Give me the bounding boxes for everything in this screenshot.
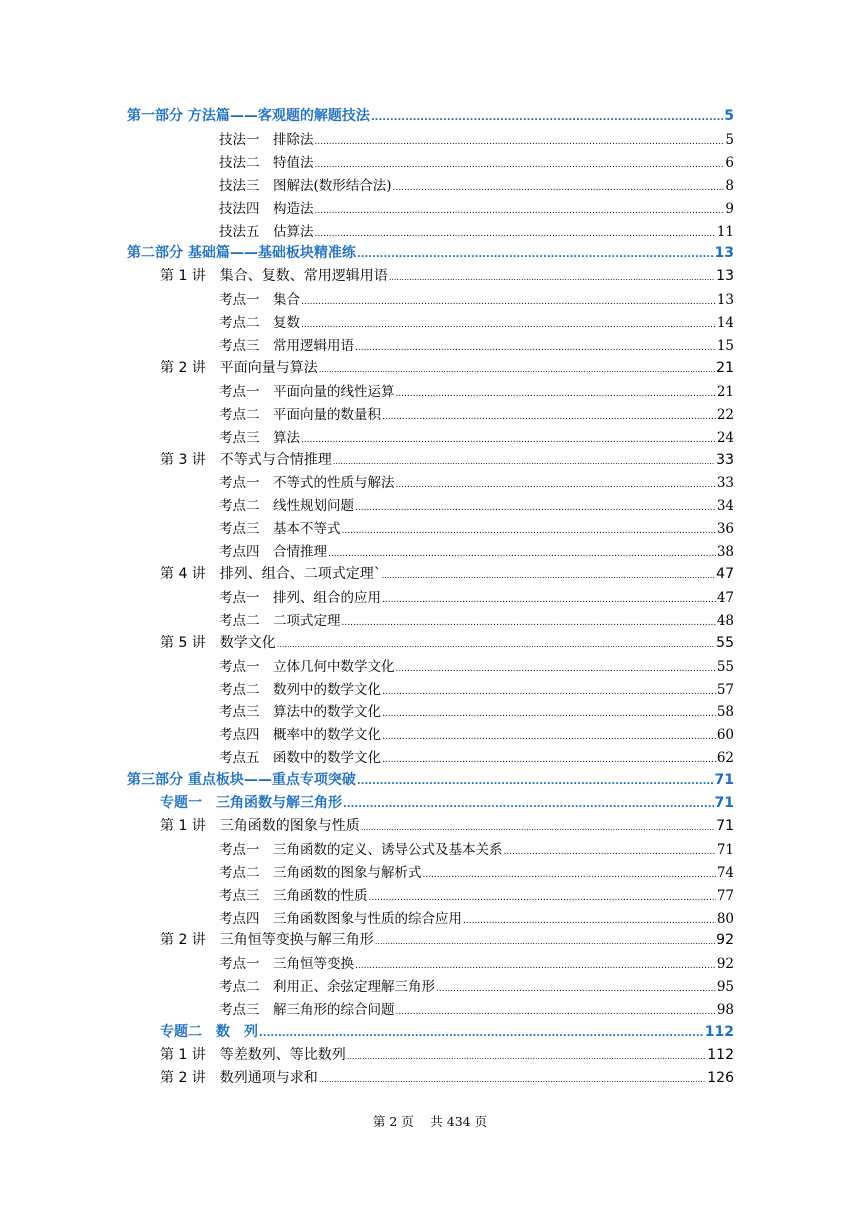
- toc-entry-lecture[interactable]: [160, 265, 734, 285]
- dot-leader: [389, 273, 715, 282]
- toc-entry-point[interactable]: [219, 838, 734, 858]
- toc-entry-page: 58: [716, 704, 734, 721]
- toc-entry-title: 考点五 函数中的数学文化: [219, 750, 381, 767]
- toc-entry-point[interactable]: [219, 700, 734, 720]
- dot-leader: [301, 435, 716, 445]
- dot-leader: [382, 687, 716, 697]
- toc-entry-page: 71: [716, 817, 734, 834]
- toc-entry-title: 技法二 特值法: [219, 154, 314, 171]
- dot-leader: [423, 870, 716, 880]
- toc-entry-part[interactable]: [127, 242, 734, 262]
- dot-leader: [315, 206, 725, 216]
- dot-leader: [301, 297, 716, 307]
- toc-entry-lecture[interactable]: [160, 632, 734, 652]
- dot-leader: [396, 480, 716, 490]
- dot-leader: [343, 799, 714, 810]
- toc-entry-page: 71: [714, 772, 734, 789]
- toc-entry-page: 36: [716, 521, 734, 538]
- toc-entry-page: 8: [725, 177, 734, 194]
- toc-entry-title: 考点二 三角函数的图象与解析式: [219, 864, 422, 881]
- dot-leader: [357, 776, 714, 787]
- dot-leader: [355, 503, 716, 513]
- toc-entry-point[interactable]: [219, 174, 734, 194]
- toc-entry-topic[interactable]: [160, 1021, 734, 1041]
- toc-entry-title: 考点三 常用逻辑用语: [219, 338, 354, 354]
- dot-leader: [382, 709, 716, 719]
- toc-entry-lecture[interactable]: [160, 357, 734, 377]
- toc-entry-title: 第一部分 方法篇——客观题的解题技法: [127, 108, 370, 124]
- toc-entry-page: 60: [716, 727, 734, 744]
- toc-entry-point[interactable]: [219, 975, 734, 995]
- toc-entry-page: 80: [716, 910, 734, 927]
- toc-entry-point[interactable]: [219, 334, 734, 354]
- toc-entry-point[interactable]: [219, 861, 734, 881]
- dot-leader: [315, 160, 725, 170]
- dot-leader: [463, 916, 716, 926]
- dot-leader: [382, 412, 716, 422]
- dot-leader: [319, 365, 715, 374]
- dot-leader: [382, 571, 715, 580]
- toc-entry-point[interactable]: [219, 128, 734, 148]
- toc-entry-point[interactable]: [219, 151, 734, 171]
- toc-entry-title: 考点三 算法: [219, 429, 300, 446]
- toc-entry-lecture[interactable]: [160, 563, 734, 583]
- toc-entry-page: 98: [716, 1002, 734, 1019]
- toc-entry-page: 92: [716, 932, 734, 949]
- dot-leader: [355, 961, 716, 971]
- toc-entry-point[interactable]: [219, 403, 734, 423]
- toc-entry-point[interactable]: [219, 380, 734, 400]
- toc-entry-title: 第 3 讲 不等式与合情推理: [160, 451, 332, 468]
- toc-entry-title: 考点二 线性规划问题: [219, 498, 354, 515]
- toc-entry-title: 第 1 讲 三角函数的图象与性质: [160, 817, 360, 834]
- toc-entry-title: 考点四 概率中的数学文化: [219, 727, 381, 744]
- dot-leader: [375, 937, 715, 946]
- toc-entry-title: 第 5 讲 数学文化: [160, 634, 276, 651]
- toc-entry-title: 第三部分 重点板块——重点专项突破: [127, 772, 356, 789]
- toc-entry-topic[interactable]: [160, 792, 734, 812]
- dot-leader: [369, 893, 716, 903]
- toc-entry-page: 13: [716, 268, 734, 285]
- dot-leader: [319, 1075, 706, 1084]
- toc-entry-title: 第 2 讲 数列通项与求和: [160, 1069, 318, 1086]
- toc-entry-page: 112: [707, 1046, 734, 1063]
- toc-entry-point[interactable]: [219, 678, 734, 698]
- toc-entry-part[interactable]: [127, 105, 734, 125]
- toc-entry-page: 55: [716, 658, 734, 675]
- toc-entry-title: 考点三 算法中的数学文化: [219, 704, 381, 721]
- toc-entry-page: 48: [716, 612, 734, 629]
- toc-entry-title: 考点三 基本不等式: [219, 521, 341, 538]
- dot-leader: [393, 183, 725, 193]
- toc-entry-page: 15: [716, 338, 734, 354]
- toc-entry-title: 专题一 三角函数与解三角形: [160, 795, 342, 811]
- toc-entry-page: 38: [716, 544, 734, 561]
- dot-leader: [382, 595, 716, 605]
- toc-entry-title: 考点一 排列、组合的应用: [219, 589, 381, 606]
- toc-entry-point[interactable]: [219, 723, 734, 743]
- toc-entry-page: 62: [716, 750, 734, 767]
- dot-leader: [436, 984, 716, 994]
- toc-entry-page: 34: [716, 498, 734, 515]
- toc-entry-part[interactable]: [127, 769, 734, 789]
- toc-entry-page: 21: [716, 383, 734, 400]
- toc-entry-title: 第二部分 基础篇——基础板块精准练: [127, 245, 356, 262]
- toc-entry-title: 考点二 平面向量的数量积: [219, 406, 381, 423]
- toc-entry-title: 考点二 二项式定理: [219, 612, 341, 629]
- toc-entry-lecture[interactable]: [160, 815, 734, 835]
- toc-entry-point[interactable]: [219, 517, 734, 537]
- toc-entry-title: 考点一 平面向量的线性运算: [219, 383, 395, 400]
- toc-entry-title: 考点二 数列中的数学文化: [219, 681, 381, 698]
- toc-entry-title: 技法三 图解法(数形结合法): [219, 177, 392, 194]
- dot-leader: [342, 526, 716, 536]
- toc-entry-title: 考点一 三角函数的定义、诱导公式及基本关系: [219, 841, 503, 858]
- toc-entry-page: 92: [716, 956, 734, 973]
- toc-entry-point[interactable]: [219, 494, 734, 514]
- toc-entry-title: 第 1 讲 等差数列、等比数列: [160, 1046, 346, 1063]
- toc-entry-page: 13: [716, 292, 734, 309]
- toc-entry-lecture[interactable]: [160, 929, 734, 949]
- toc-entry-lecture[interactable]: [160, 1044, 734, 1064]
- toc-entry-page: 21: [716, 359, 734, 376]
- toc-entry-page: 33: [716, 475, 734, 492]
- toc-entry-point[interactable]: [219, 586, 734, 606]
- dot-leader: [328, 549, 716, 559]
- toc-entry-page: 71: [714, 795, 734, 811]
- toc-entry-title: 第 2 讲 平面向量与算法: [160, 359, 318, 376]
- toc-entry-page: 47: [716, 566, 734, 582]
- toc-entry-page: 95: [716, 979, 734, 996]
- toc-entry-page: 126: [707, 1069, 734, 1086]
- toc-entry-title: 考点一 立体几何中数学文化: [219, 658, 395, 675]
- toc-entry-title: 考点三 解三角形的综合问题: [219, 1002, 395, 1019]
- toc-entry-title: 第 4 讲 排列、组合、二项式定理`: [160, 566, 381, 582]
- toc-entry-page: 5: [724, 108, 734, 124]
- toc-entry-title: 考点一 集合: [219, 292, 300, 309]
- dot-leader: [396, 1007, 716, 1017]
- toc-entry-page: 71: [716, 841, 734, 858]
- toc-entry-page: 9: [725, 200, 734, 217]
- dot-leader: [371, 112, 723, 123]
- toc-entry-title: 考点三 三角函数的性质: [219, 887, 368, 904]
- toc-entry-lecture[interactable]: [160, 449, 734, 469]
- toc-entry-page: 13: [714, 245, 734, 262]
- toc-entry-title: 第 2 讲 三角恒等变换与解三角形: [160, 932, 374, 949]
- toc-entry-point[interactable]: [219, 471, 734, 491]
- toc-entry-point[interactable]: [219, 220, 734, 240]
- dot-leader: [396, 664, 716, 674]
- toc-entry-title: 考点二 利用正、余弦定理解三角形: [219, 979, 435, 996]
- toc-entry-point[interactable]: [219, 952, 734, 972]
- toc-entry-page: 47: [716, 589, 734, 606]
- dot-leader: [315, 137, 725, 147]
- dot-leader: [342, 618, 716, 628]
- toc-entry-point[interactable]: [219, 746, 734, 766]
- dot-leader: [277, 640, 715, 649]
- toc-entry-title: 考点四 合情推理: [219, 544, 327, 561]
- toc-entry-title: 技法一 排除法: [219, 131, 314, 148]
- toc-entry-page: 55: [716, 634, 734, 651]
- dot-leader: [333, 457, 715, 466]
- dot-leader: [357, 249, 714, 260]
- toc-entry-page: 112: [704, 1024, 734, 1040]
- dot-leader: [259, 1028, 704, 1039]
- dot-leader: [347, 1052, 706, 1061]
- dot-leader: [355, 343, 716, 353]
- toc-entry-page: 11: [716, 223, 734, 240]
- dot-leader: [382, 755, 716, 765]
- toc-entry-title: 考点二 复数: [219, 315, 300, 332]
- toc-entry-point[interactable]: [219, 907, 734, 927]
- toc-entry-point[interactable]: [219, 426, 734, 446]
- toc-entry-title: 技法五 估算法: [219, 223, 314, 240]
- toc-entry-title: 专题二 数 列: [160, 1024, 258, 1040]
- toc-entry-page: 22: [716, 406, 734, 423]
- toc-entry-point[interactable]: [219, 311, 734, 331]
- toc-entry-title: 考点四 三角函数图象与性质的综合应用: [219, 910, 462, 927]
- toc-entry-point[interactable]: [219, 609, 734, 629]
- dot-leader: [301, 320, 716, 330]
- toc-entry-page: 5: [725, 131, 734, 148]
- toc-entry-title: 考点一 不等式的性质与解法: [219, 475, 395, 492]
- toc-entry-page: 77: [716, 887, 734, 904]
- toc-entry-point[interactable]: [219, 540, 734, 560]
- dot-leader: [361, 823, 715, 832]
- toc-entry-point[interactable]: [219, 884, 734, 904]
- toc-entry-point[interactable]: [219, 197, 734, 217]
- toc-entry-page: 14: [716, 315, 734, 332]
- toc-entry-point[interactable]: [219, 288, 734, 308]
- toc-entry-point[interactable]: [219, 655, 734, 675]
- toc-entry-page: 6: [725, 154, 734, 171]
- toc-entry-page: 57: [716, 681, 734, 698]
- toc-entry-lecture[interactable]: [160, 1067, 734, 1087]
- dot-leader: [504, 847, 716, 857]
- toc-entry-title: 技法四 构造法: [219, 200, 314, 217]
- toc-entry-title: 第 1 讲 集合、复数、常用逻辑用语: [160, 268, 388, 285]
- toc-entry-point[interactable]: [219, 998, 734, 1018]
- toc-entry-page: 33: [716, 451, 734, 468]
- toc-entry-page: 24: [716, 429, 734, 446]
- page-footer: 第 2 页 共 434 页: [372, 1114, 488, 1129]
- toc-entry-page: 74: [716, 864, 734, 881]
- dot-leader: [315, 229, 716, 239]
- toc-entry-title: 考点一 三角恒等变换: [219, 956, 354, 973]
- dot-leader: [396, 389, 716, 399]
- dot-leader: [382, 732, 716, 742]
